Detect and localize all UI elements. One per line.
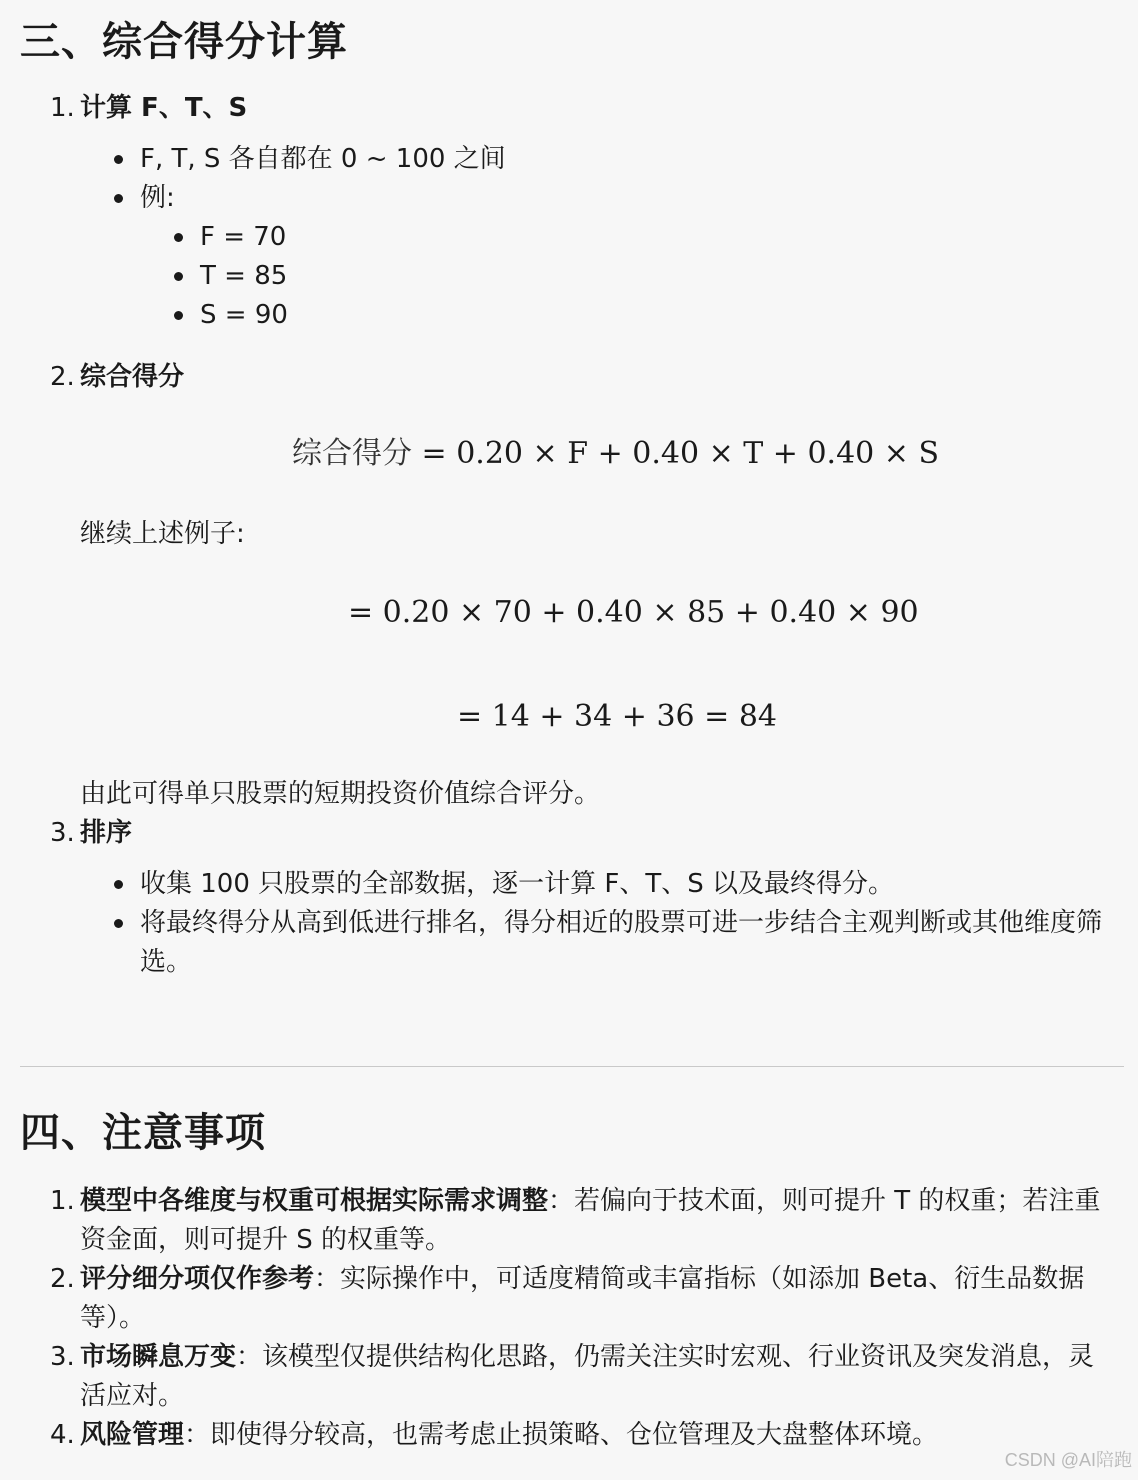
item-1-title: 计算 F、T、S: [80, 93, 248, 123]
sub-bullet-s: S = 90: [200, 296, 288, 335]
note-3: 市场瞬息万变：该模型仅提供结构化思路，仍需关注实时宏观、行业资讯及突发消息，灵活应对。: [80, 1342, 1095, 1411]
bullet-range: F, T, S 各自都在 0 ~ 100 之间: [140, 140, 506, 179]
conclusion-text: 由此可得单只股票的短期投资价值综合评分。: [80, 779, 601, 809]
note-4: 风险管理：即使得分较高，也需考虑止损策略、仓位管理及大盘整体环境。: [80, 1420, 939, 1450]
item-2-title: 综合得分: [80, 362, 185, 392]
note-1-number: 1.: [50, 1186, 75, 1216]
watermark: CSDN @AI陪跑: [1004, 1450, 1132, 1470]
note-3-number: 3.: [50, 1342, 75, 1372]
section-4-heading: 四、注意事项: [20, 1110, 266, 1156]
score-formula: 综合得分 = 0.20 × F + 0.40 × T + 0.40 × S: [292, 436, 940, 471]
bullet-example: 例:: [140, 179, 175, 218]
bullet-collect: 收集 100 只股票的全部数据，逐一计算 F、T、S 以及最终得分。: [140, 865, 894, 904]
item-2-number: 2.: [50, 362, 75, 392]
item-3-number: 3.: [50, 818, 75, 848]
item-1-number: 1.: [50, 93, 75, 123]
item-3-title: 排序: [80, 818, 133, 848]
bullet-rank: 将最终得分从高到低进行排名，得分相近的股票可进一步结合主观判断或其他维度筛选。: [140, 904, 1120, 982]
calc-step-1: = 0.20 × 70 + 0.40 × 85 + 0.40 × 90: [348, 595, 919, 630]
sub-bullet-t: T = 85: [200, 257, 287, 296]
divider: [20, 1066, 1124, 1067]
section-3-heading: 三、综合得分计算: [20, 19, 348, 65]
note-2: 评分细分项仅作参考：实际操作中，可适度精简或丰富指标（如添加 Beta、衍生品数据等）。: [80, 1264, 1085, 1333]
calc-step-2: = 14 + 34 + 36 = 84: [457, 699, 777, 734]
sub-bullet-f: F = 70: [200, 218, 286, 257]
note-4-number: 4.: [50, 1420, 75, 1450]
note-2-number: 2.: [50, 1264, 75, 1294]
note-1: 模型中各维度与权重可根据实际需求调整：若偏向于技术面，则可提升 T 的权重；若注重资金面，则可提升 S 的权重等。: [80, 1186, 1101, 1255]
continue-text: 继续上述例子:: [80, 519, 245, 549]
